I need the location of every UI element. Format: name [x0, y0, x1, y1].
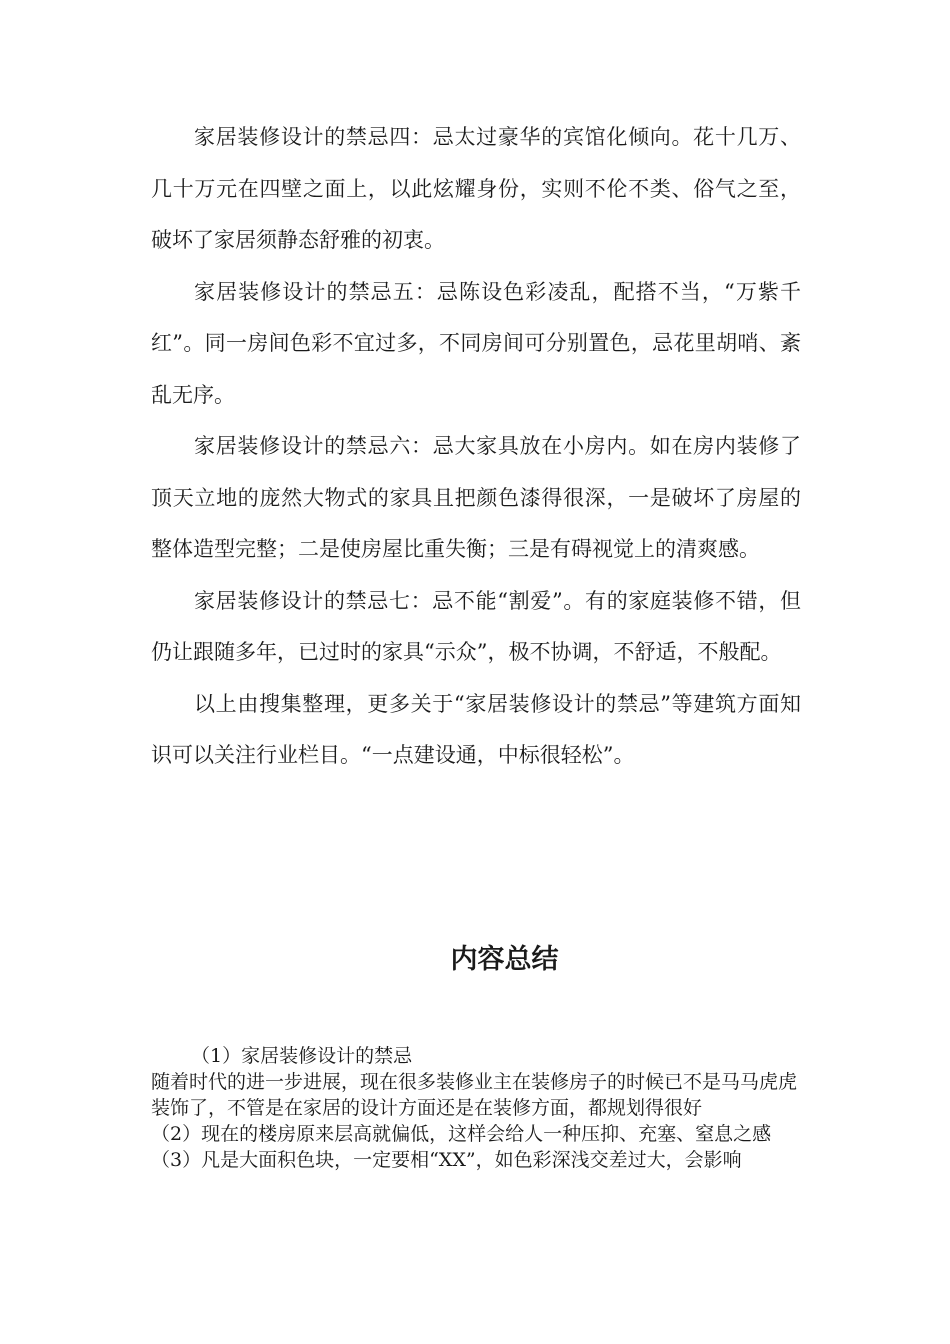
summary-heading: （1）家居装修设计的禁忌 [191, 1045, 413, 1067]
paragraph-taboo-7: 家居装修设计的禁忌七：忌不能“割爱”。有的家庭装修不错，但仍让跟随多年，已过时的家具“示众”，极不协调，不舒适，不般配。 [151, 588, 801, 664]
paragraph-taboo-6: 家居装修设计的禁忌六：忌大家具放在小房内。如在房内装修了顶天立地的庞然大物式的家具且把颜色漆得很深，一是破坏了房屋的整体造型完整；二是使房屋比重失衡；三是有碍视觉上的清爽感。 [151, 434, 801, 561]
paragraph-taboo-5: 家居装修设计的禁忌五：忌陈设色彩凌乱，配搭不当，“万紫千红”。同一房间色彩不宜过多，不同房间可分别置色，忌花里胡哨、紊乱无序。 [151, 279, 801, 407]
summary-section [151, 1043, 801, 1173]
summary-item: （3）凡是大面积色块，一定要相“XX”，如色彩深浅交差过大，会影响 [151, 1149, 742, 1171]
summary-title: 内容总结 [450, 944, 559, 975]
paragraph-taboo-4: 家居装修设计的禁忌四：忌太过豪华的宾馆化倾向。花十几万、几十万元在四壁之面上，以此炫耀身份，实则不伦不类、俗气之至，破坏了家居须静态舒雅的初衷。 [151, 125, 801, 252]
paragraph-closing: 以上由搜集整理，更多关于“家居装修设计的禁忌”等建筑方面知识可以关注行业栏目。“一点建设通，中标很轻松”。 [151, 691, 801, 767]
summary-item: 随着时代的进一步进展，现在很多装修业主在装修房子的时候已不是马马虎虎装饰了，不管是在家居的设计方面还是在装修方面，都规划得很好 [151, 1071, 798, 1119]
summary-item: （2）现在的楼房原来层高就偏低，这样会给人一种压抑、充塞、窒息之感 [151, 1123, 772, 1145]
document-body [151, 112, 801, 782]
